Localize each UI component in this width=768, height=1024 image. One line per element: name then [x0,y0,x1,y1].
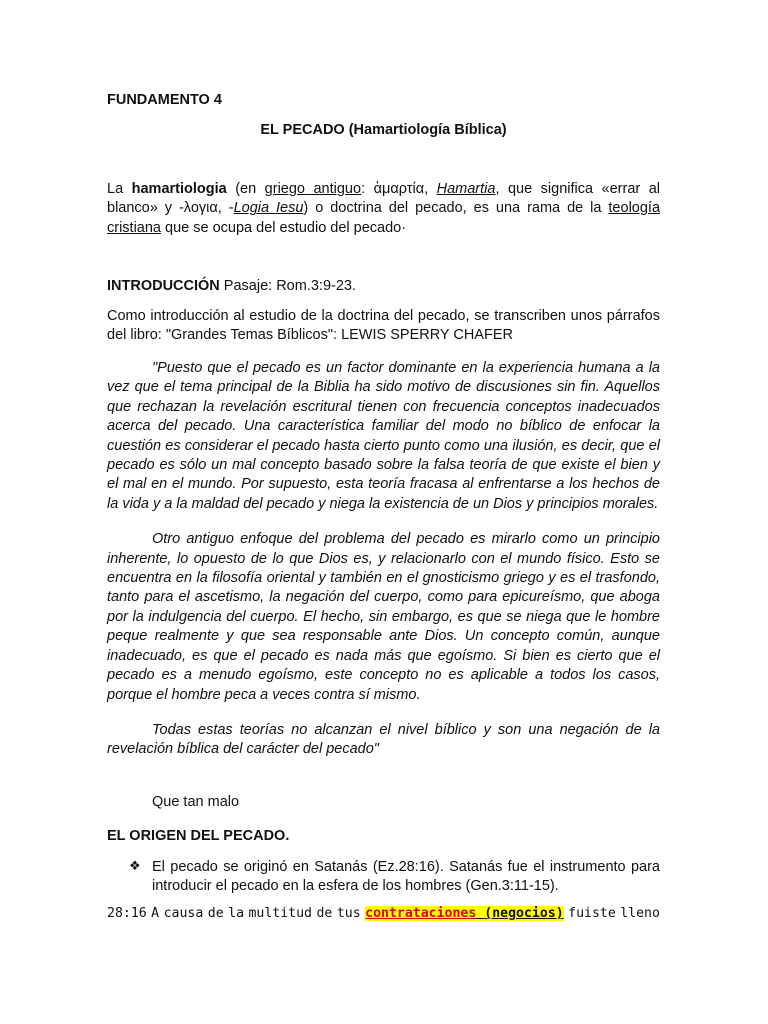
link-hamartia[interactable]: Hamartia [436,181,496,197]
verse-reference: 28:16 [107,906,147,921]
verse-word: de [207,906,224,921]
link-griego-antiguo[interactable]: griego antiguo [264,181,362,197]
verse-word: causa [163,906,204,921]
intro-heading: INTRODUCCIÓN [107,278,220,294]
quote-paragraph: Todas estas teorías no alcanzan el nivel bíblico y son una negación de la revelación bíblica del carácter del pecado" [107,721,660,758]
verse-word: fuiste [568,906,616,921]
definition-text: : ἁμαρτία, [361,181,437,197]
verse-word: tus [336,906,361,921]
definition-text: La [107,181,132,197]
intro-paragraph: Como introducción al estudio de la doctrina del pecado, se transcriben unos párrafos del libro: "Grandes Temas Bíblicos": LEWIS SPERRY CHAFER [107,308,660,344]
definition-text: (en [226,181,265,197]
verse-word: A [151,906,160,921]
quote-paragraph: Otro antiguo enfoque del problema del pecado es mirarlo como un principio inherente, lo opuesto de lo que Dios es, y relacionarlo con el mundo físico. Esto se encuentra en la filosofía oriental y también en el gnosticismo griego y es el trasfondo, tanto para el ascetismo, la negación del cuerpo, como para epicureísmo, que aboga por la indulgencia del cuerpo. El hecho, sin embargo, es que se niega que le hombre peque realmente y que sea responsable ante Dios. Un concepto común, aunque inadecuado, es que el pecado es nada más que egoísmo. Si bien es cierto que el pecado es a menudo egoísmo, este concepto no es aplicable a todos los casos, porque el hombre peca a veces contra sí mismo. [107,531,660,703]
highlighted-word: contrataciones [365,906,477,921]
verse-line [107,906,660,921]
definition-paragraph [107,180,660,238]
verse-word: lleno [620,906,660,921]
origin-heading: EL ORIGEN DEL PECADO. [107,828,290,844]
verse-word: multitud [248,906,313,921]
verse-word: de [316,906,333,921]
link-teologia-cristiana[interactable]: teología cristiana [107,200,661,236]
quote-paragraph: "Puesto que el pecado es un factor dominante en la experiencia humana a la vez que el tema principal de la Biblia ha sido motivo de discusiones sin fin. Aquellos que rechazan la revelación escritural tienen con frecuencia conceptos inadecuados acerca del pecado. Una característica familiar del modo no bíblico de enfocar la cuestión es considerar el pecado hasta cierto punto como una ilusión, es decir, que el pecado es sólo un mal concepto basado sobre la falsa teoría de que existe el bien y el mal en el mundo. Por supuesto, esta teoría fracasa al enfrentarse a los hechos de la vida y a la maldad del pecado y niega la existencia de un Dios y principios morales. [107,360,660,512]
definition-term: hamartiologia [131,181,227,197]
link-logia-iesu[interactable]: Logia Iesu [233,200,304,217]
definition-text: que se ocupa del estudio del pecado· [161,219,407,236]
quote-block [107,359,660,760]
que-tan-malo-text: Que tan malo [152,794,240,810]
verse-word: la [228,906,245,921]
origin-bullet-text: El pecado se originó en Satanás (Ez.28:16). Satanás fue el instrumento para introducir el pecado en la esfera de los hombres (Gen.3:11-15). [152,859,660,895]
origin-bullet-item [107,858,660,897]
highlighted-word: (negocios) [484,906,564,921]
definition-text: , que significa «errar al blanco» y -λογια, - [107,181,660,217]
intro-passage: Pasaje: Rom.3:9-23. [219,278,356,294]
page-title: EL PECADO (Hamartiología Bíblica) [260,122,507,138]
diamond-bullet-icon: ❖ [129,858,141,873]
definition-text: ) o doctrina del pecado, es una rama de la [303,200,609,217]
intro-heading-line [107,278,660,294]
section-heading: FUNDAMENTO 4 [107,92,222,108]
